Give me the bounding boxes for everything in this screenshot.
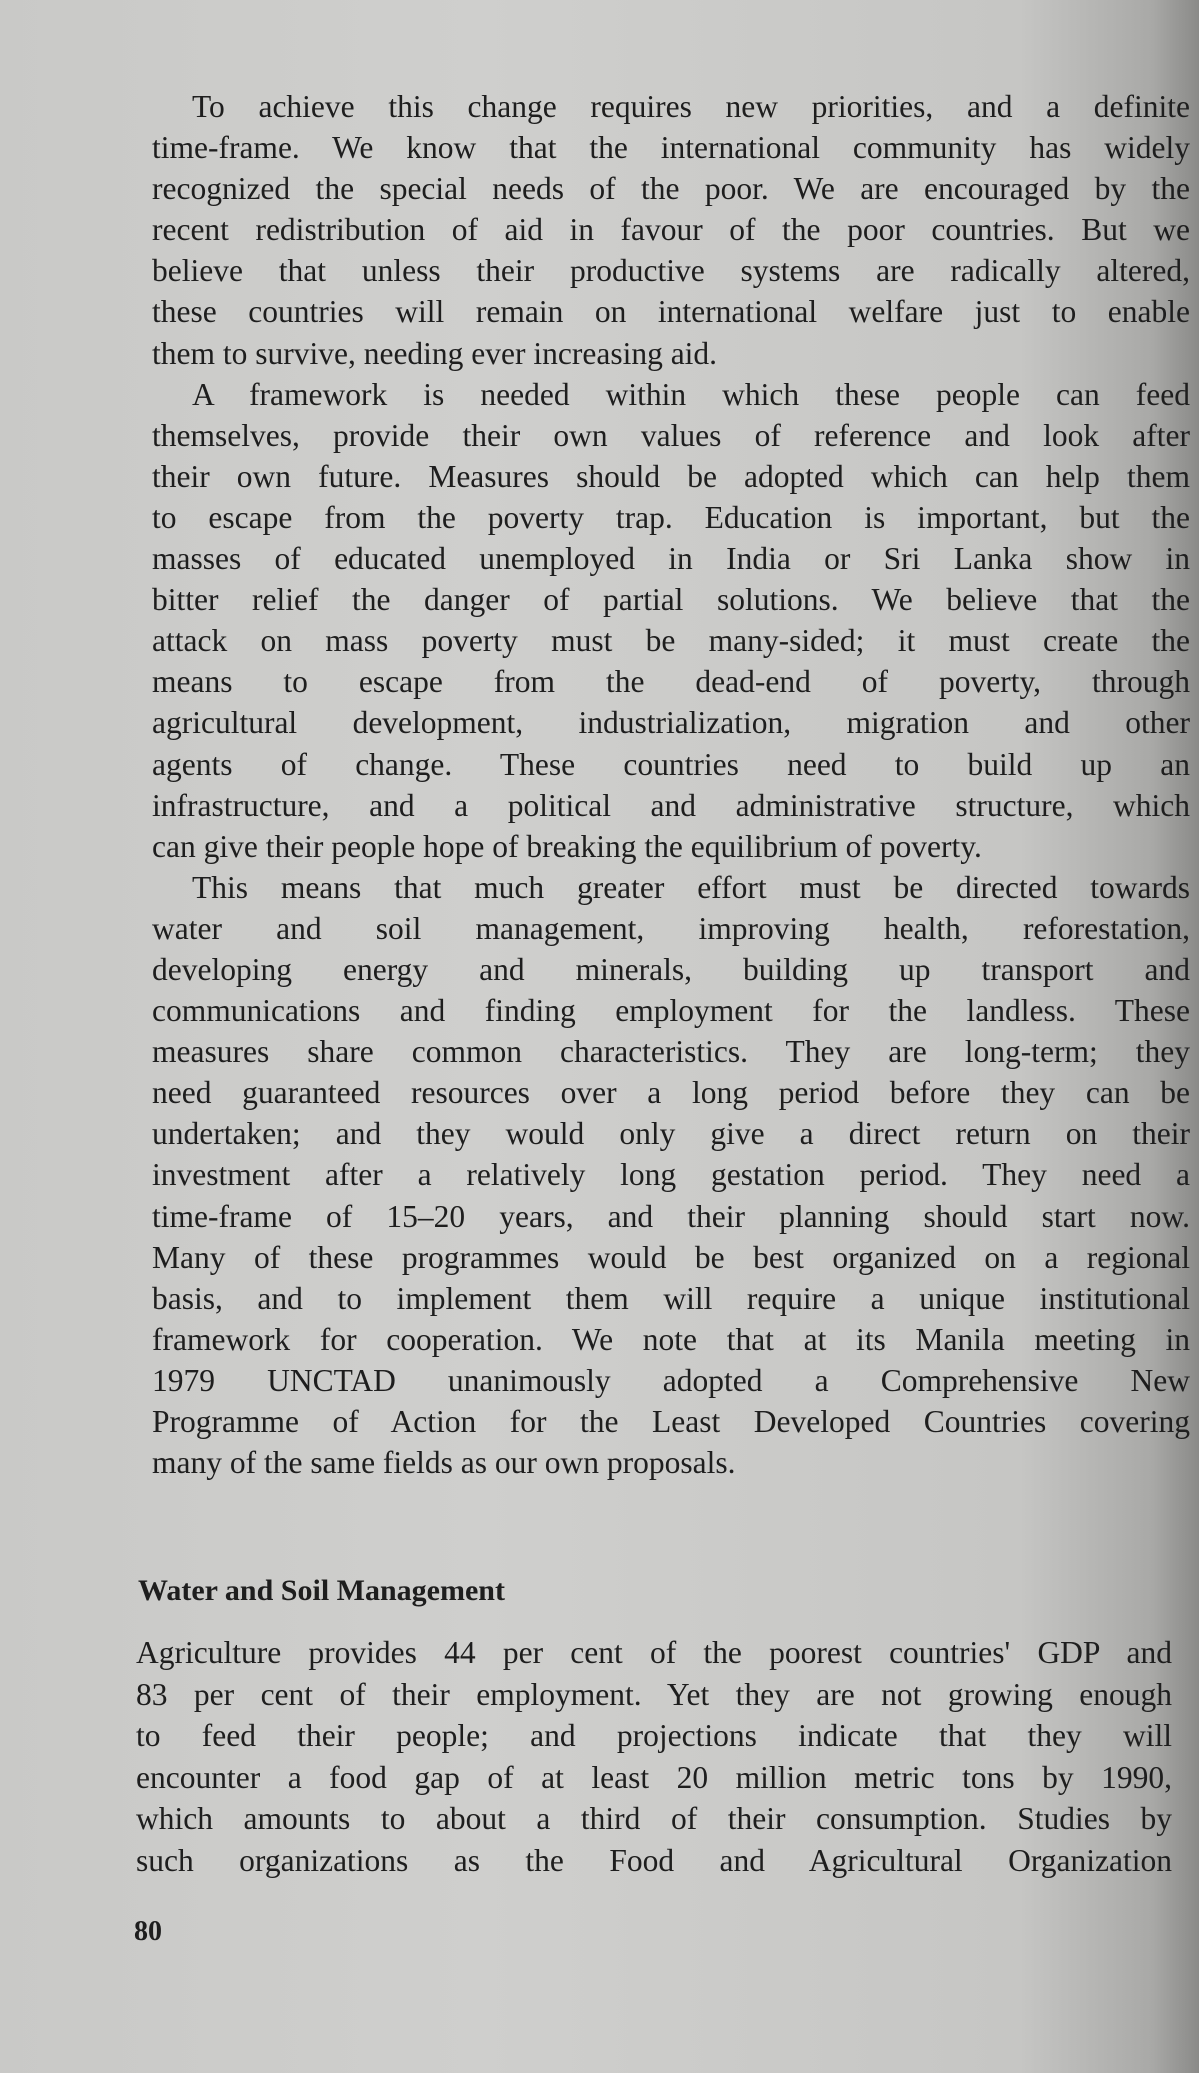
text-line: can give their people hope of breaking the equilibrium of poverty.: [152, 828, 982, 864]
text-line: Programme of Action for the Least Developed Countries covering: [152, 1404, 1190, 1439]
text-line: masses of educated unemployed in India or Sri Lanka show in: [152, 541, 1190, 577]
text-line: Agriculture provides 44 per cent of the poorest countries' GDP and: [136, 1635, 1172, 1670]
text-line: investment after a relatively long gestation period. They need a: [152, 1157, 1190, 1193]
text-line: recognized the special needs of the poor. We are encouraged by the: [152, 171, 1190, 207]
text-line: basis, and to implement them will require a unique institutional: [152, 1280, 1190, 1316]
text-line: time-frame. We know that the international community has widely: [152, 130, 1190, 166]
section-text: [136, 1632, 1172, 1882]
text-line: time-frame of 15–20 years, and their planning should start now.: [152, 1198, 1190, 1234]
text-line: them to survive, needing ever increasing aid.: [152, 335, 718, 371]
text-line: Many of these programmes would be best organized on a regional: [152, 1239, 1190, 1275]
text-line: To achieve this change requires new priorities, and a definite: [192, 89, 1190, 124]
text-line: This means that much greater effort must be directed towards: [192, 869, 1190, 905]
text-line: agents of change. These countries need to build up an: [152, 746, 1190, 782]
text-line: developing energy and minerals, building up transport and: [152, 951, 1190, 987]
paragraph: [152, 867, 1190, 1483]
text-line: their own future. Measures should be adopted which can help them: [152, 458, 1190, 494]
text-line: themselves, provide their own values of reference and look after: [152, 417, 1190, 453]
page-number: 80: [134, 1916, 162, 1947]
text-line: believe that unless their productive systems are radically altered,: [152, 253, 1190, 289]
text-line: undertaken; and they would only give a direct return on their: [152, 1116, 1190, 1152]
text-line: 83 per cent of their employment. Yet they are not growing enough: [136, 1676, 1172, 1712]
text-line: means to escape from the dead-end of poverty, through: [152, 664, 1190, 700]
text-line: need guaranteed resources over a long period before they can be: [152, 1075, 1190, 1111]
text-line: recent redistribution of aid in favour of the poor countries. But we: [152, 212, 1190, 248]
text-line: to feed their people; and projections indicate that they will: [136, 1718, 1172, 1754]
text-line: many of the same fields as our own proposals.: [152, 1445, 736, 1481]
text-line: 1979 UNCTAD unanimously adopted a Comprehensive New: [152, 1362, 1190, 1398]
text-line: these countries will remain on international welfare just to enable: [152, 294, 1190, 330]
text-line: such organizations as the Food and Agricultural Organization: [136, 1842, 1172, 1878]
text-line: bitter relief the danger of partial solutions. We believe that the: [152, 582, 1190, 618]
text-line: water and soil management, improving health, reforestation,: [152, 910, 1190, 946]
text-line: framework for cooperation. We note that at its Manila meeting in: [152, 1321, 1190, 1357]
paragraph: [136, 1632, 1172, 1882]
text-line: communications and finding employment for the landless. These: [152, 993, 1190, 1029]
text-line: which amounts to about a third of their consumption. Studies by: [136, 1801, 1172, 1837]
section-heading: Water and Soil Management: [138, 1574, 505, 1607]
text-line: to escape from the poverty trap. Education is important, but the: [152, 499, 1190, 535]
text-line: infrastructure, and a political and administrative structure, which: [152, 787, 1190, 823]
paragraph: [152, 374, 1190, 867]
text-line: A framework is needed within which these people can feed: [192, 376, 1190, 412]
text-line: encounter a food gap of at least 20 million metric tons by 1990,: [136, 1759, 1172, 1795]
text-line: attack on mass poverty must be many-sided; it must create the: [152, 623, 1190, 659]
text-line: measures share common characteristics. They are long-term; they: [152, 1034, 1190, 1070]
paragraph: [152, 86, 1190, 374]
text-line: agricultural development, industrialization, migration and other: [152, 705, 1190, 741]
main-text: [152, 86, 1190, 1483]
